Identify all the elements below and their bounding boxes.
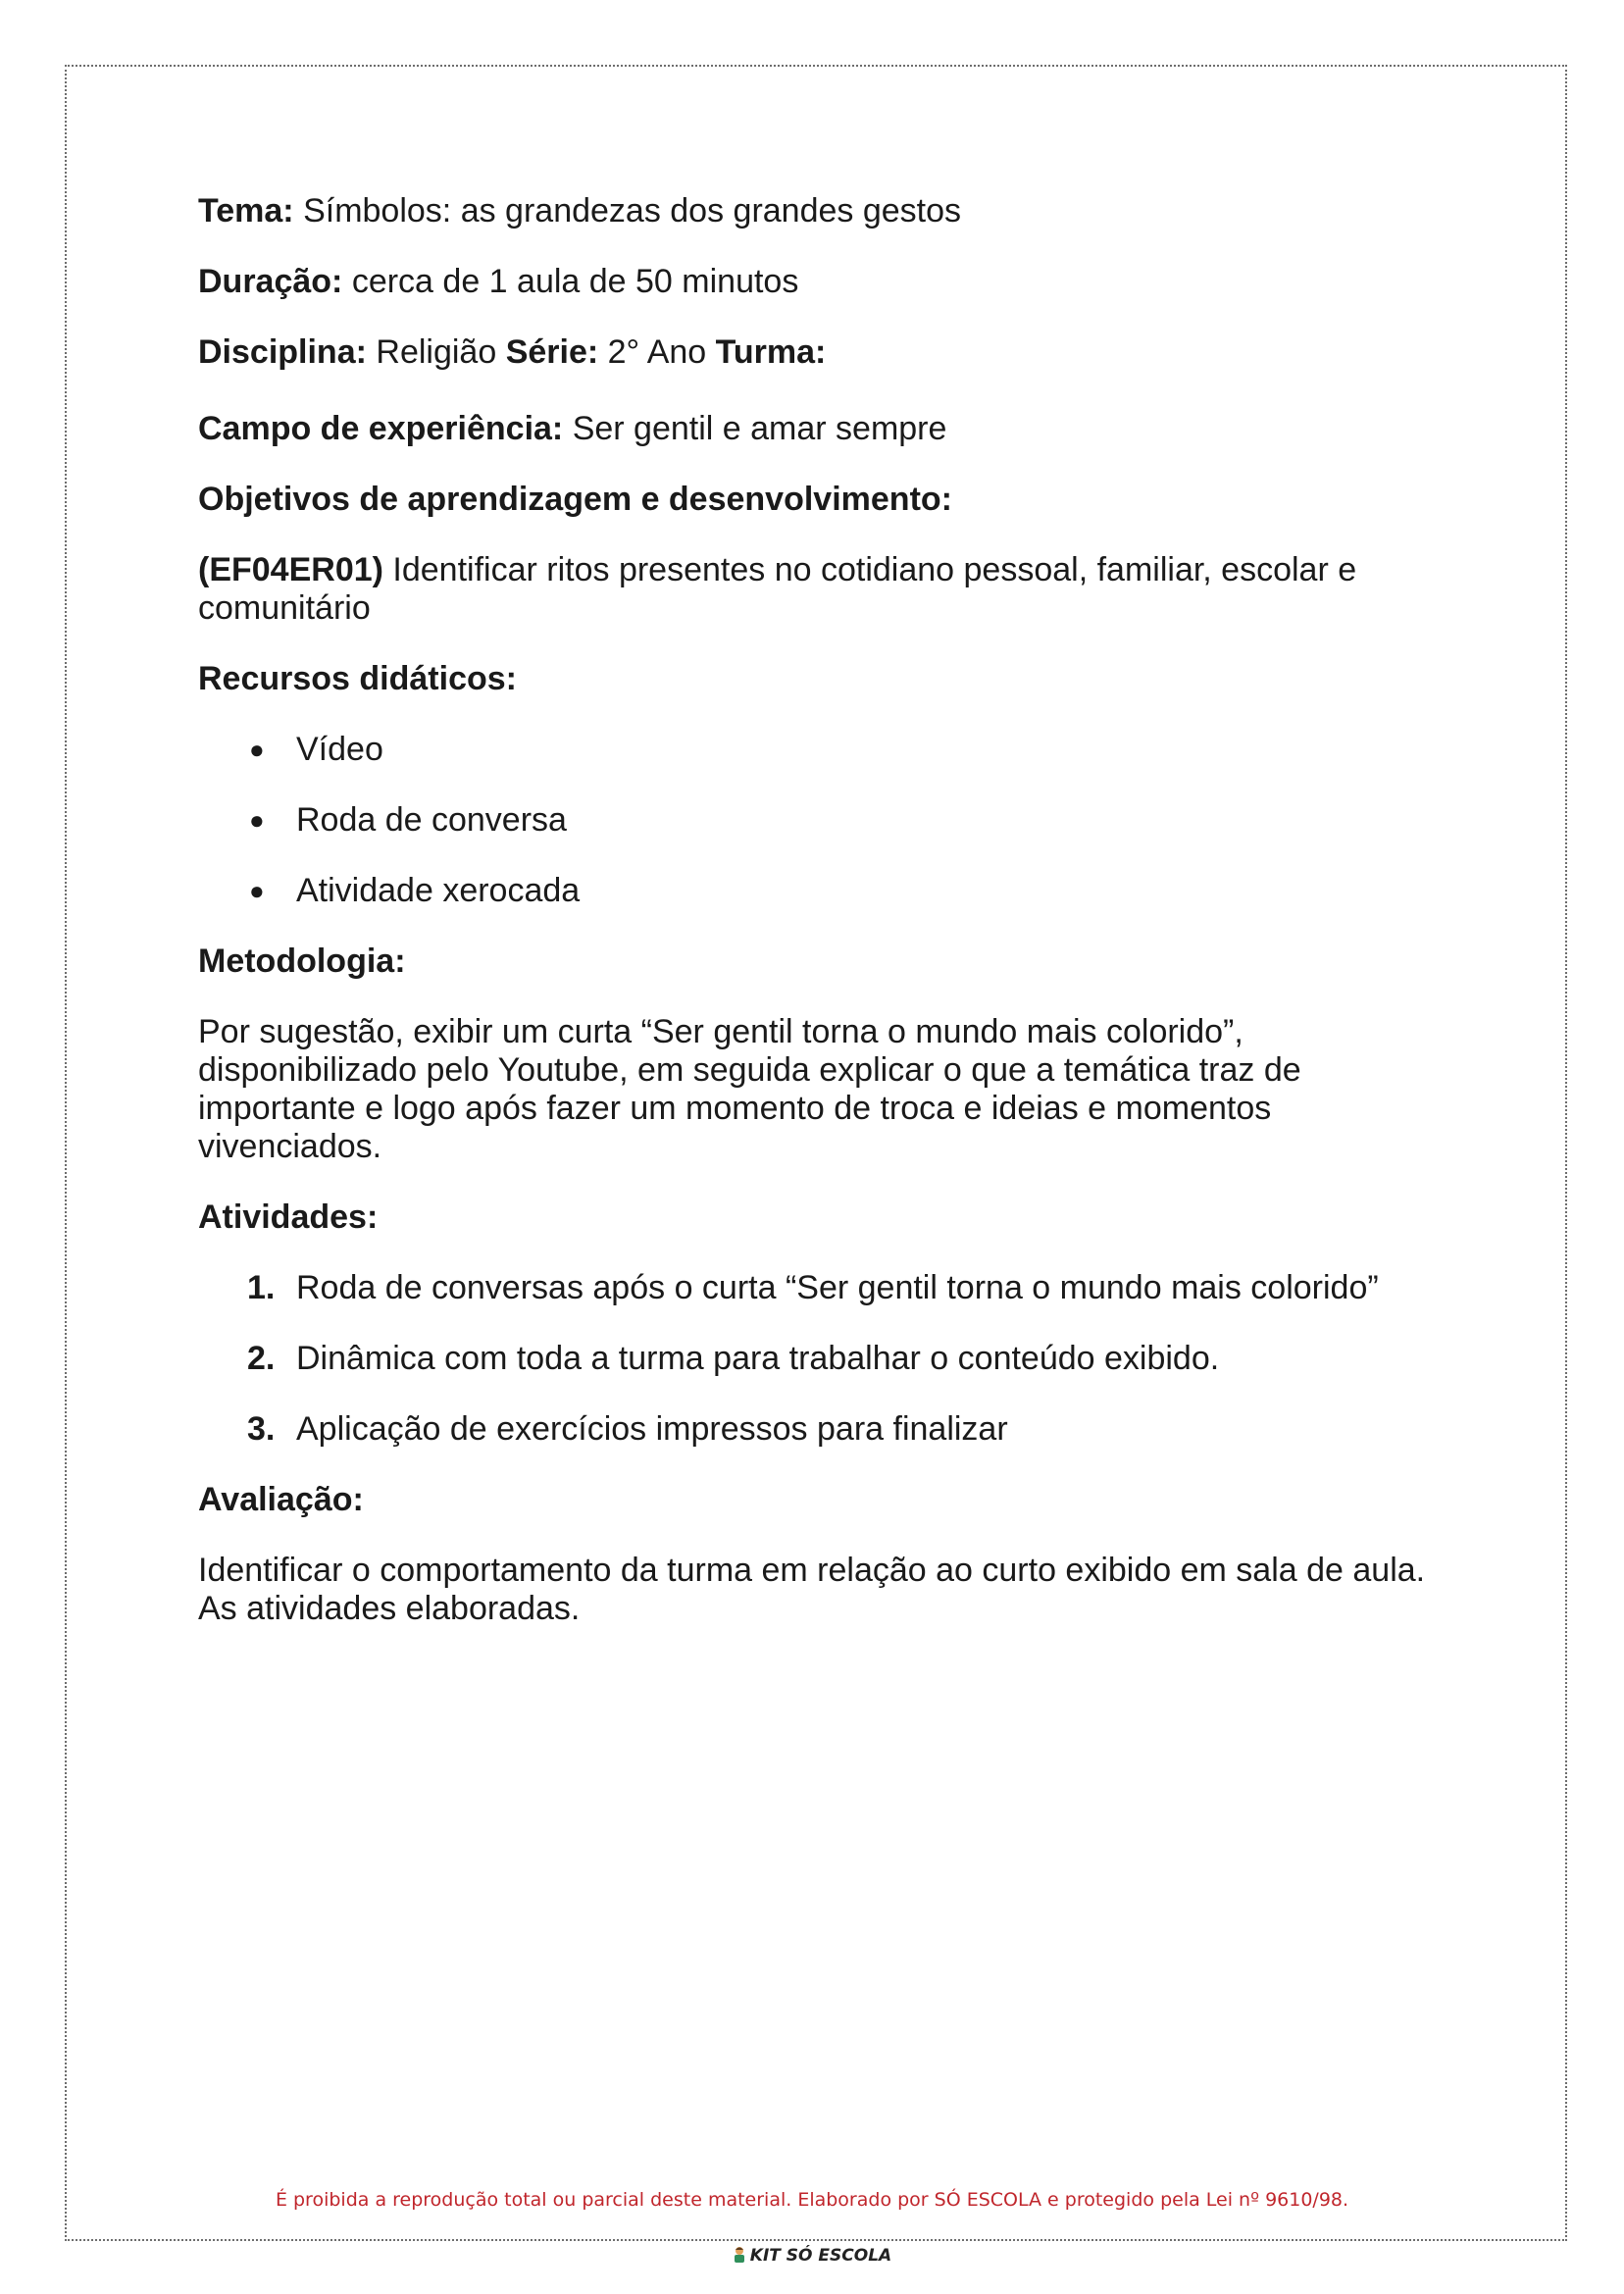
lesson-plan (198, 192, 1473, 1628)
list-item: 3. Aplicação de exercícios impressos para finalizar (247, 1410, 1008, 1448)
atividades-heading: Atividades: (198, 1198, 379, 1236)
campo-value: Ser gentil e amar sempre (563, 410, 947, 447)
objetivos-code: (EF04ER01) (198, 551, 383, 588)
disciplina-line (198, 333, 1473, 372)
tema-value: Símbolos: as grandezas dos grandes gestos (293, 192, 962, 229)
disciplina-value: Religião (366, 333, 506, 371)
metodologia-paragraph: Por sugestão, exibir um curta “Ser gentil torna o mundo mais colorido”, disponibilizado pelo Youtube, em seguida explicar o que a temática traz de importante e logo após fazer um momento de troca e ideias e momentos vivenciados. (198, 1013, 1301, 1165)
bullet-icon: ● (249, 876, 265, 905)
metodologia-heading: Metodologia: (198, 943, 406, 980)
objetivos-text-1: Identificar ritos presentes no cotidiano pessoal, familiar, escolar e (382, 551, 1357, 588)
list-item: ● Roda de conversa (249, 801, 567, 839)
duracao-value: cerca de 1 aula de 50 minutos (342, 263, 799, 300)
list-item: ● Atividade xerocada (249, 872, 581, 909)
recursos-heading: Recursos didáticos: (198, 660, 517, 697)
campo-label: Campo de experiência: (198, 410, 564, 447)
turma-label: Turma: (715, 333, 827, 371)
serie-value: 2° Ano (598, 333, 716, 371)
tema-line (198, 192, 1473, 230)
serie-label: Série: (505, 333, 599, 371)
duracao-line (198, 263, 1473, 301)
list-item: 2. Dinâmica com toda a turma para trabalhar o conteúdo exibido. (247, 1340, 1220, 1377)
recursos-list (198, 731, 1473, 910)
objetivos-line (198, 551, 1473, 589)
brand-logo (0, 2246, 1624, 2266)
objetivos-heading: Objetivos de aprendizagem e desenvolvimento: (198, 481, 952, 518)
list-item: 1. Roda de conversas após o curta “Ser gentil torna o mundo mais colorido” (247, 1269, 1379, 1306)
tema-label: Tema: (198, 192, 294, 229)
list-item: ● Vídeo (249, 731, 383, 768)
bullet-icon: ● (249, 805, 265, 835)
duracao-label: Duração: (198, 263, 343, 300)
bullet-icon: ● (249, 735, 265, 764)
objetivos-text-2: comunitário (198, 589, 371, 627)
brand-name: KIT SÓ ESCOLA (749, 2246, 892, 2266)
disciplina-label: Disciplina: (198, 333, 367, 371)
copyright-notice: É proibida a reprodução total ou parcial deste material. Elaborado por SÓ ESCOLA e protegido pela Lei nº 9610/98. (275, 2189, 1349, 2211)
school-kid-icon (733, 2246, 746, 2264)
avaliacao-paragraph: Identificar o comportamento da turma em relação ao curto exibido em sala de aula. As atividades elaboradas. (198, 1552, 1426, 1627)
atividades-list (198, 1269, 1473, 1449)
avaliacao-heading: Avaliação: (198, 1481, 364, 1518)
campo-line (198, 410, 1473, 448)
